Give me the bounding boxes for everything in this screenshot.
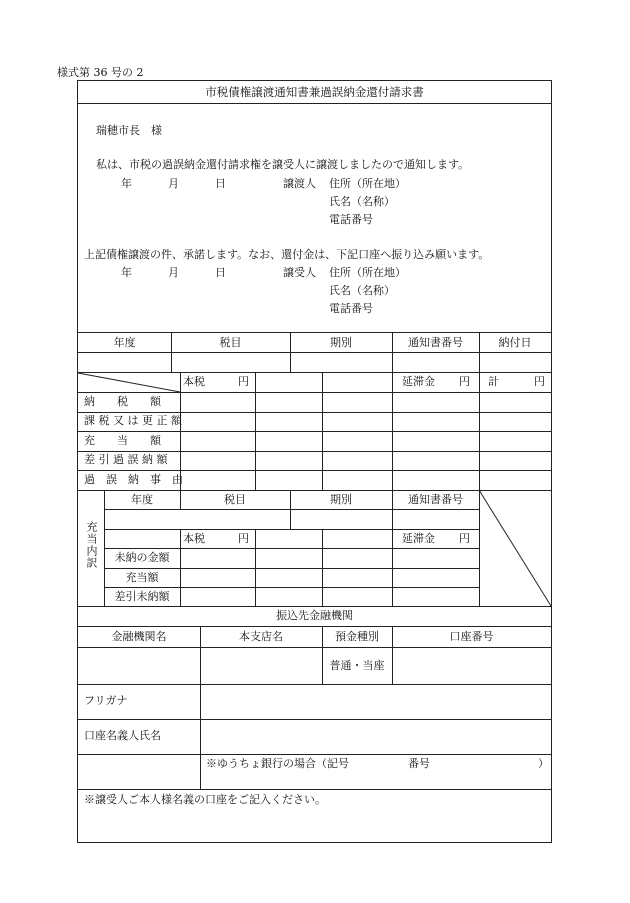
yen-label: 円 — [459, 375, 470, 388]
tax-header-notice-no: 通知書番号 — [408, 336, 463, 349]
consent-text: 上記債権譲渡の件、承諾します。なお、還付金は、下記口座へ振り込み願います。 — [84, 248, 490, 261]
date-day-label: 日 — [215, 177, 226, 190]
date-year-label: 年 — [121, 177, 132, 190]
form-number: 様式第 36 号の 2 — [57, 66, 144, 79]
yen-label: 円 — [534, 375, 545, 388]
transferee-name-label: 氏名（名称） — [329, 284, 395, 297]
alloc-late-fee-label: 延滞金 — [402, 532, 435, 545]
date-month-label: 月 — [168, 266, 179, 279]
alloc-header-item: 税目 — [224, 493, 246, 506]
account-holder-label: 口座名義人氏名 — [84, 729, 161, 742]
late-fee-label: 延滞金 — [402, 375, 435, 388]
alloc-row-net-unpaid: 差引未納額 — [114, 590, 170, 603]
alloc-header-notice-no: 通知書番号 — [408, 493, 463, 506]
bank-header-branch: 本支店名 — [239, 630, 283, 643]
date-day-label: 日 — [215, 266, 226, 279]
form-frame — [77, 80, 552, 843]
tax-header-item: 税目 — [219, 336, 242, 349]
deposit-type-options: 普通・当座 — [329, 659, 385, 672]
allocation-side-label: 充当内訳 — [85, 521, 98, 569]
date-year-label: 年 — [121, 266, 132, 279]
yucho-symbol-label: ※ゆうちょ銀行の場合（記号 — [206, 757, 349, 770]
alloc-header-year: 年度 — [131, 493, 153, 506]
row-label-allocated: 充 当 額 — [84, 434, 161, 447]
principal-tax-label: 本税 — [183, 375, 205, 388]
bank-header-deposit-type: 預金種別 — [335, 630, 379, 643]
yen-label: 円 — [238, 532, 249, 545]
yucho-number-label: 番号 — [408, 757, 430, 770]
footer-note: ※譲受人ご本人様名義の口座をご記入ください。 — [84, 793, 326, 806]
form-title: 市税債権譲渡通知書兼過誤納金還付請求書 — [78, 81, 551, 104]
addressee: 瑞穂市長 様 — [96, 124, 162, 137]
alloc-row-unpaid: 未納の金額 — [114, 551, 170, 564]
bank-section-title: 振込先金融機関 — [276, 609, 353, 622]
furigana-label: フリガナ — [84, 694, 128, 707]
yen-label: 円 — [459, 532, 470, 545]
bank-header-account-no: 口座番号 — [449, 630, 494, 643]
alloc-header-period: 期別 — [330, 493, 352, 506]
row-label-assessed: 課 税 又 は 更 正 額 — [84, 414, 182, 427]
date-month-label: 月 — [168, 177, 179, 190]
transferee-address-label: 住所（所在地） — [329, 266, 406, 279]
yen-label: 円 — [238, 375, 249, 388]
alloc-principal-label: 本税 — [183, 532, 205, 545]
transferor-name-label: 氏名（名称） — [329, 195, 395, 208]
row-label-net-overpaid: 差 引 過 誤 納 額 — [84, 453, 168, 466]
transferee-label: 譲受人 — [283, 266, 316, 279]
transferee-phone-label: 電話番号 — [329, 302, 373, 315]
tax-header-payment-date: 納付日 — [498, 336, 532, 349]
bank-header-institution: 金融機関名 — [111, 630, 167, 643]
notice-text: 私は、市税の過誤納金還付請求権を譲受人に譲渡しましたので通知します。 — [96, 158, 470, 171]
transferor-label: 譲渡人 — [283, 177, 316, 190]
row-label-tax-paid: 納 税 額 — [84, 395, 161, 408]
transferor-address-label: 住所（所在地） — [329, 177, 406, 190]
yucho-close-paren: ） — [538, 757, 549, 770]
tax-header-year: 年度 — [113, 336, 136, 349]
alloc-row-allocated: 充当額 — [125, 571, 159, 584]
row-label-overpay-reason: 過 誤 納 事 由 — [84, 473, 183, 486]
total-label: 計 — [488, 375, 499, 388]
transferor-phone-label: 電話番号 — [329, 213, 373, 226]
tax-header-period: 期別 — [330, 336, 352, 349]
